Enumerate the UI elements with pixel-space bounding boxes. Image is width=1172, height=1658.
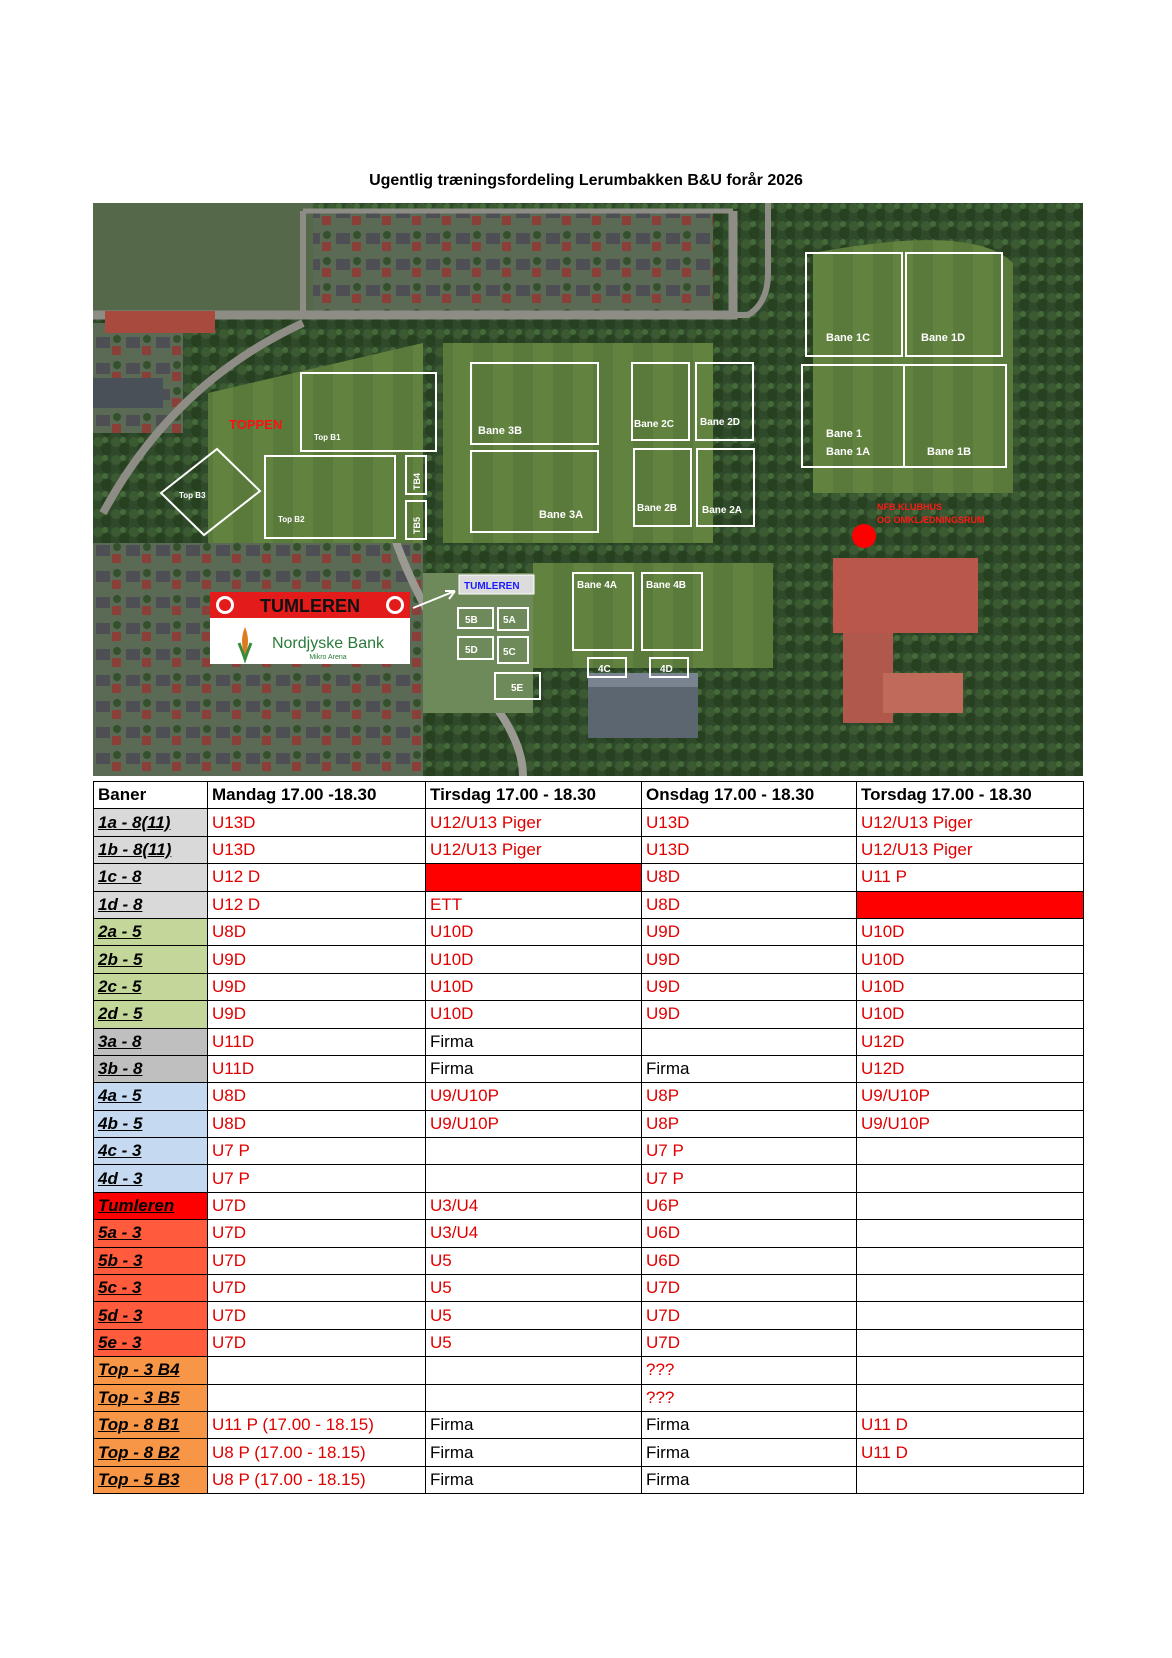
header-tirsdag: Tirsdag 17.00 - 18.30	[426, 782, 642, 809]
schedule-cell: U3/U4	[426, 1192, 642, 1219]
lane-cell: 1c - 8	[94, 864, 208, 891]
schedule-cell: U8D	[642, 891, 857, 918]
table-row	[94, 1055, 1084, 1082]
schedule-cell	[426, 864, 642, 891]
schedule-cell: U3/U4	[426, 1220, 642, 1247]
schedule-cell: U12/U13 Piger	[857, 836, 1084, 863]
table-row	[94, 1357, 1084, 1384]
schedule-cell: U7D	[208, 1220, 426, 1247]
lane-cell: 5e - 3	[94, 1329, 208, 1356]
table-row	[94, 1083, 1084, 1110]
lane-cell: 1d - 8	[94, 891, 208, 918]
sponsor-sign	[210, 592, 410, 664]
table-row	[94, 1192, 1084, 1219]
schedule-cell: U8D	[208, 1083, 426, 1110]
lane-cell: 3a - 8	[94, 1028, 208, 1055]
schedule-cell	[857, 1247, 1084, 1274]
schedule-cell: U12D	[857, 1055, 1084, 1082]
lane-cell: 5c - 3	[94, 1275, 208, 1302]
schedule-cell	[426, 1357, 642, 1384]
table-row	[94, 1439, 1084, 1466]
table-row	[94, 946, 1084, 973]
lane-cell: 5b - 3	[94, 1247, 208, 1274]
schedule-cell: U7 P	[208, 1138, 426, 1165]
lane-cell: 1a - 8(11)	[94, 809, 208, 836]
lane-cell: 1b - 8(11)	[94, 836, 208, 863]
table-row	[94, 918, 1084, 945]
schedule-cell: Firma	[426, 1411, 642, 1438]
schedule-cell: Firma	[426, 1439, 642, 1466]
schedule-cell: U7D	[208, 1192, 426, 1219]
schedule-cell: U7 P	[642, 1138, 857, 1165]
table-row	[94, 1275, 1084, 1302]
aerial-map	[93, 203, 1083, 776]
table-row	[94, 809, 1084, 836]
schedule-cell	[857, 1466, 1084, 1493]
schedule-cell	[857, 1220, 1084, 1247]
schedule-cell: U7D	[208, 1247, 426, 1274]
schedule-cell: U10D	[857, 918, 1084, 945]
schedule-cell: U10D	[857, 946, 1084, 973]
lane-cell: Top - 3 B4	[94, 1357, 208, 1384]
schedule-cell: U12/U13 Piger	[426, 836, 642, 863]
table-row	[94, 1220, 1084, 1247]
schedule-cell	[857, 1302, 1084, 1329]
label-4c: 4C	[598, 664, 611, 675]
schedule-cell: U8D	[642, 864, 857, 891]
table-row	[94, 891, 1084, 918]
schedule-cell: U11 P	[857, 864, 1084, 891]
label-5a: 5A	[503, 615, 516, 626]
schedule-cell: U7D	[642, 1302, 857, 1329]
schedule-cell: U9D	[642, 973, 857, 1000]
lane-cell: Tumleren	[94, 1192, 208, 1219]
schedule-cell: ???	[642, 1384, 857, 1411]
training-schedule-table	[93, 781, 1084, 1494]
label-5d: 5D	[465, 645, 478, 656]
schedule-cell: U8 P (17.00 - 18.15)	[208, 1439, 426, 1466]
schedule-cell: U12D	[857, 1028, 1084, 1055]
lane-cell: 5d - 3	[94, 1302, 208, 1329]
lane-cell: 5a - 3	[94, 1220, 208, 1247]
table-row	[94, 1001, 1084, 1028]
header-torsdag: Torsdag 17.00 - 18.30	[857, 782, 1084, 809]
lane-cell: 4d - 3	[94, 1165, 208, 1192]
clubhouse-marker-icon	[852, 524, 876, 548]
lane-cell: 4c - 3	[94, 1138, 208, 1165]
schedule-cell: U7D	[642, 1329, 857, 1356]
sign-bank-sub: Mikro Arena	[309, 654, 347, 661]
table-row	[94, 1165, 1084, 1192]
table-row	[94, 973, 1084, 1000]
table-row	[94, 1411, 1084, 1438]
table-row	[94, 1384, 1084, 1411]
table-row	[94, 1028, 1084, 1055]
schedule-cell: U9D	[208, 973, 426, 1000]
lane-cell: 2d - 5	[94, 1001, 208, 1028]
schedule-cell: U8D	[208, 918, 426, 945]
table-row	[94, 1110, 1084, 1137]
label-tumleren-map: TUMLEREN	[464, 581, 520, 592]
schedule-cell: U8P	[642, 1110, 857, 1137]
schedule-cell: U5	[426, 1275, 642, 1302]
schedule-cell: U12 D	[208, 864, 426, 891]
lane-cell: 2b - 5	[94, 946, 208, 973]
schedule-cell: ???	[642, 1357, 857, 1384]
schedule-cell: U8P	[642, 1083, 857, 1110]
table-row	[94, 1466, 1084, 1493]
schedule-cell: U9D	[208, 946, 426, 973]
label-top-b1: Top B1	[314, 433, 341, 442]
schedule-cell: U6P	[642, 1192, 857, 1219]
schedule-cell	[857, 1138, 1084, 1165]
page-title: Ugentlig træningsfordeling Lerumbakken B&U forår 2026	[369, 172, 803, 189]
schedule-cell: U10D	[426, 1001, 642, 1028]
schedule-cell: U7D	[208, 1329, 426, 1356]
table-row	[94, 1302, 1084, 1329]
label-top-b3: Top B3	[179, 491, 206, 500]
schedule-cell: U7 P	[208, 1165, 426, 1192]
sign-tumleren-text: TUMLEREN	[260, 596, 360, 616]
label-5c: 5C	[503, 647, 516, 658]
label-5b: 5B	[465, 615, 478, 626]
label-bane-1c: Bane 1C	[826, 332, 871, 344]
schedule-cell	[857, 1165, 1084, 1192]
lane-cell: Top - 8 B2	[94, 1439, 208, 1466]
label-bane-1a: Bane 1A	[826, 446, 871, 458]
schedule-cell: U5	[426, 1247, 642, 1274]
schedule-cell	[426, 1384, 642, 1411]
label-tb5: TB5	[412, 516, 422, 534]
schedule-cell: Firma	[426, 1055, 642, 1082]
schedule-cell: Firma	[642, 1466, 857, 1493]
table-row	[94, 864, 1084, 891]
lane-cell: Top - 8 B1	[94, 1411, 208, 1438]
schedule-cell: U9/U10P	[857, 1083, 1084, 1110]
label-bane-3b: Bane 3B	[478, 425, 523, 437]
schedule-cell: U9D	[642, 1001, 857, 1028]
header-onsdag: Onsdag 17.00 - 18.30	[642, 782, 857, 809]
table-row	[94, 836, 1084, 863]
schedule-cell: U11D	[208, 1028, 426, 1055]
schedule-cell: U10D	[426, 918, 642, 945]
schedule-cell	[208, 1384, 426, 1411]
schedule-cell: U9/U10P	[426, 1083, 642, 1110]
label-nfb-1: NFB KLUBHUS	[877, 502, 942, 512]
schedule-cell	[426, 1138, 642, 1165]
schedule-cell: ETT	[426, 891, 642, 918]
label-bane-3a: Bane 3A	[539, 509, 584, 521]
label-bane-1: Bane 1	[826, 428, 863, 440]
schedule-cell: U13D	[208, 809, 426, 836]
label-top-b2: Top B2	[278, 515, 305, 524]
lane-cell: 3b - 8	[94, 1055, 208, 1082]
label-toppen: TOPPEN	[229, 417, 283, 432]
schedule-cell: U6D	[642, 1247, 857, 1274]
schedule-cell: U5	[426, 1329, 642, 1356]
table-row	[94, 1329, 1084, 1356]
schedule-cell: U7D	[208, 1302, 426, 1329]
schedule-cell: U10D	[857, 973, 1084, 1000]
label-bane-2b: Bane 2B	[637, 503, 678, 514]
schedule-cell: U13D	[642, 836, 857, 863]
schedule-cell	[857, 1384, 1084, 1411]
table-header-row	[94, 782, 1084, 809]
schedule-cell: Firma	[426, 1466, 642, 1493]
schedule-cell: U11 D	[857, 1439, 1084, 1466]
lane-cell: Top - 3 B5	[94, 1384, 208, 1411]
schedule-cell: U5	[426, 1302, 642, 1329]
schedule-cell	[426, 1165, 642, 1192]
schedule-cell	[857, 1192, 1084, 1219]
schedule-cell: U7D	[642, 1275, 857, 1302]
schedule-cell: U10D	[426, 946, 642, 973]
label-bane-4a: Bane 4A	[577, 580, 618, 591]
label-5e: 5E	[511, 683, 524, 694]
schedule-cell: U10D	[426, 973, 642, 1000]
table-row	[94, 1247, 1084, 1274]
lane-cell: 2c - 5	[94, 973, 208, 1000]
schedule-cell	[857, 1275, 1084, 1302]
schedule-cell: U7 P	[642, 1165, 857, 1192]
schedule-cell: U9/U10P	[426, 1110, 642, 1137]
schedule-cell	[642, 1028, 857, 1055]
lane-cell: 4b - 5	[94, 1110, 208, 1137]
label-bane-4b: Bane 4B	[646, 580, 687, 591]
schedule-cell: U8 P (17.00 - 18.15)	[208, 1466, 426, 1493]
label-bane-2c: Bane 2C	[634, 419, 675, 430]
header-baner: Baner	[94, 782, 208, 809]
schedule-cell: U13D	[642, 809, 857, 836]
schedule-cell: U12 D	[208, 891, 426, 918]
schedule-cell: U8D	[208, 1110, 426, 1137]
lane-cell: 2a - 5	[94, 918, 208, 945]
lane-cell: Top - 5 B3	[94, 1466, 208, 1493]
schedule-cell: U13D	[208, 836, 426, 863]
schedule-cell: U6D	[642, 1220, 857, 1247]
label-4d: 4D	[660, 664, 673, 675]
schedule-cell: U9D	[642, 946, 857, 973]
schedule-cell: U11 D	[857, 1411, 1084, 1438]
schedule-cell: U10D	[857, 1001, 1084, 1028]
schedule-cell: Firma	[642, 1439, 857, 1466]
sign-bank-name: Nordjyske Bank	[271, 635, 385, 652]
schedule-cell	[857, 891, 1084, 918]
schedule-cell: U12/U13 Piger	[426, 809, 642, 836]
label-bane-1d: Bane 1D	[921, 332, 966, 344]
schedule-cell: Firma	[642, 1411, 857, 1438]
schedule-cell: U9D	[208, 1001, 426, 1028]
table-row	[94, 1138, 1084, 1165]
schedule-cell: U11D	[208, 1055, 426, 1082]
label-tb4: TB4	[412, 472, 422, 490]
schedule-cell	[208, 1357, 426, 1384]
schedule-cell: U9/U10P	[857, 1110, 1084, 1137]
label-nfb-2: OG OMKLÆDNINGSRUM	[877, 515, 985, 525]
schedule-cell: U11 P (17.00 - 18.15)	[208, 1411, 426, 1438]
lane-cell: 4a - 5	[94, 1083, 208, 1110]
schedule-cell: U12/U13 Piger	[857, 809, 1084, 836]
label-bane-2a: Bane 2A	[702, 505, 743, 516]
schedule-cell: U9D	[642, 918, 857, 945]
schedule-cell: Firma	[642, 1055, 857, 1082]
label-bane-1b: Bane 1B	[927, 446, 972, 458]
header-mandag: Mandag 17.00 -18.30	[208, 782, 426, 809]
schedule-cell	[857, 1329, 1084, 1356]
label-bane-2d: Bane 2D	[700, 417, 741, 428]
schedule-cell: Firma	[426, 1028, 642, 1055]
schedule-cell	[857, 1357, 1084, 1384]
schedule-cell: U7D	[208, 1275, 426, 1302]
